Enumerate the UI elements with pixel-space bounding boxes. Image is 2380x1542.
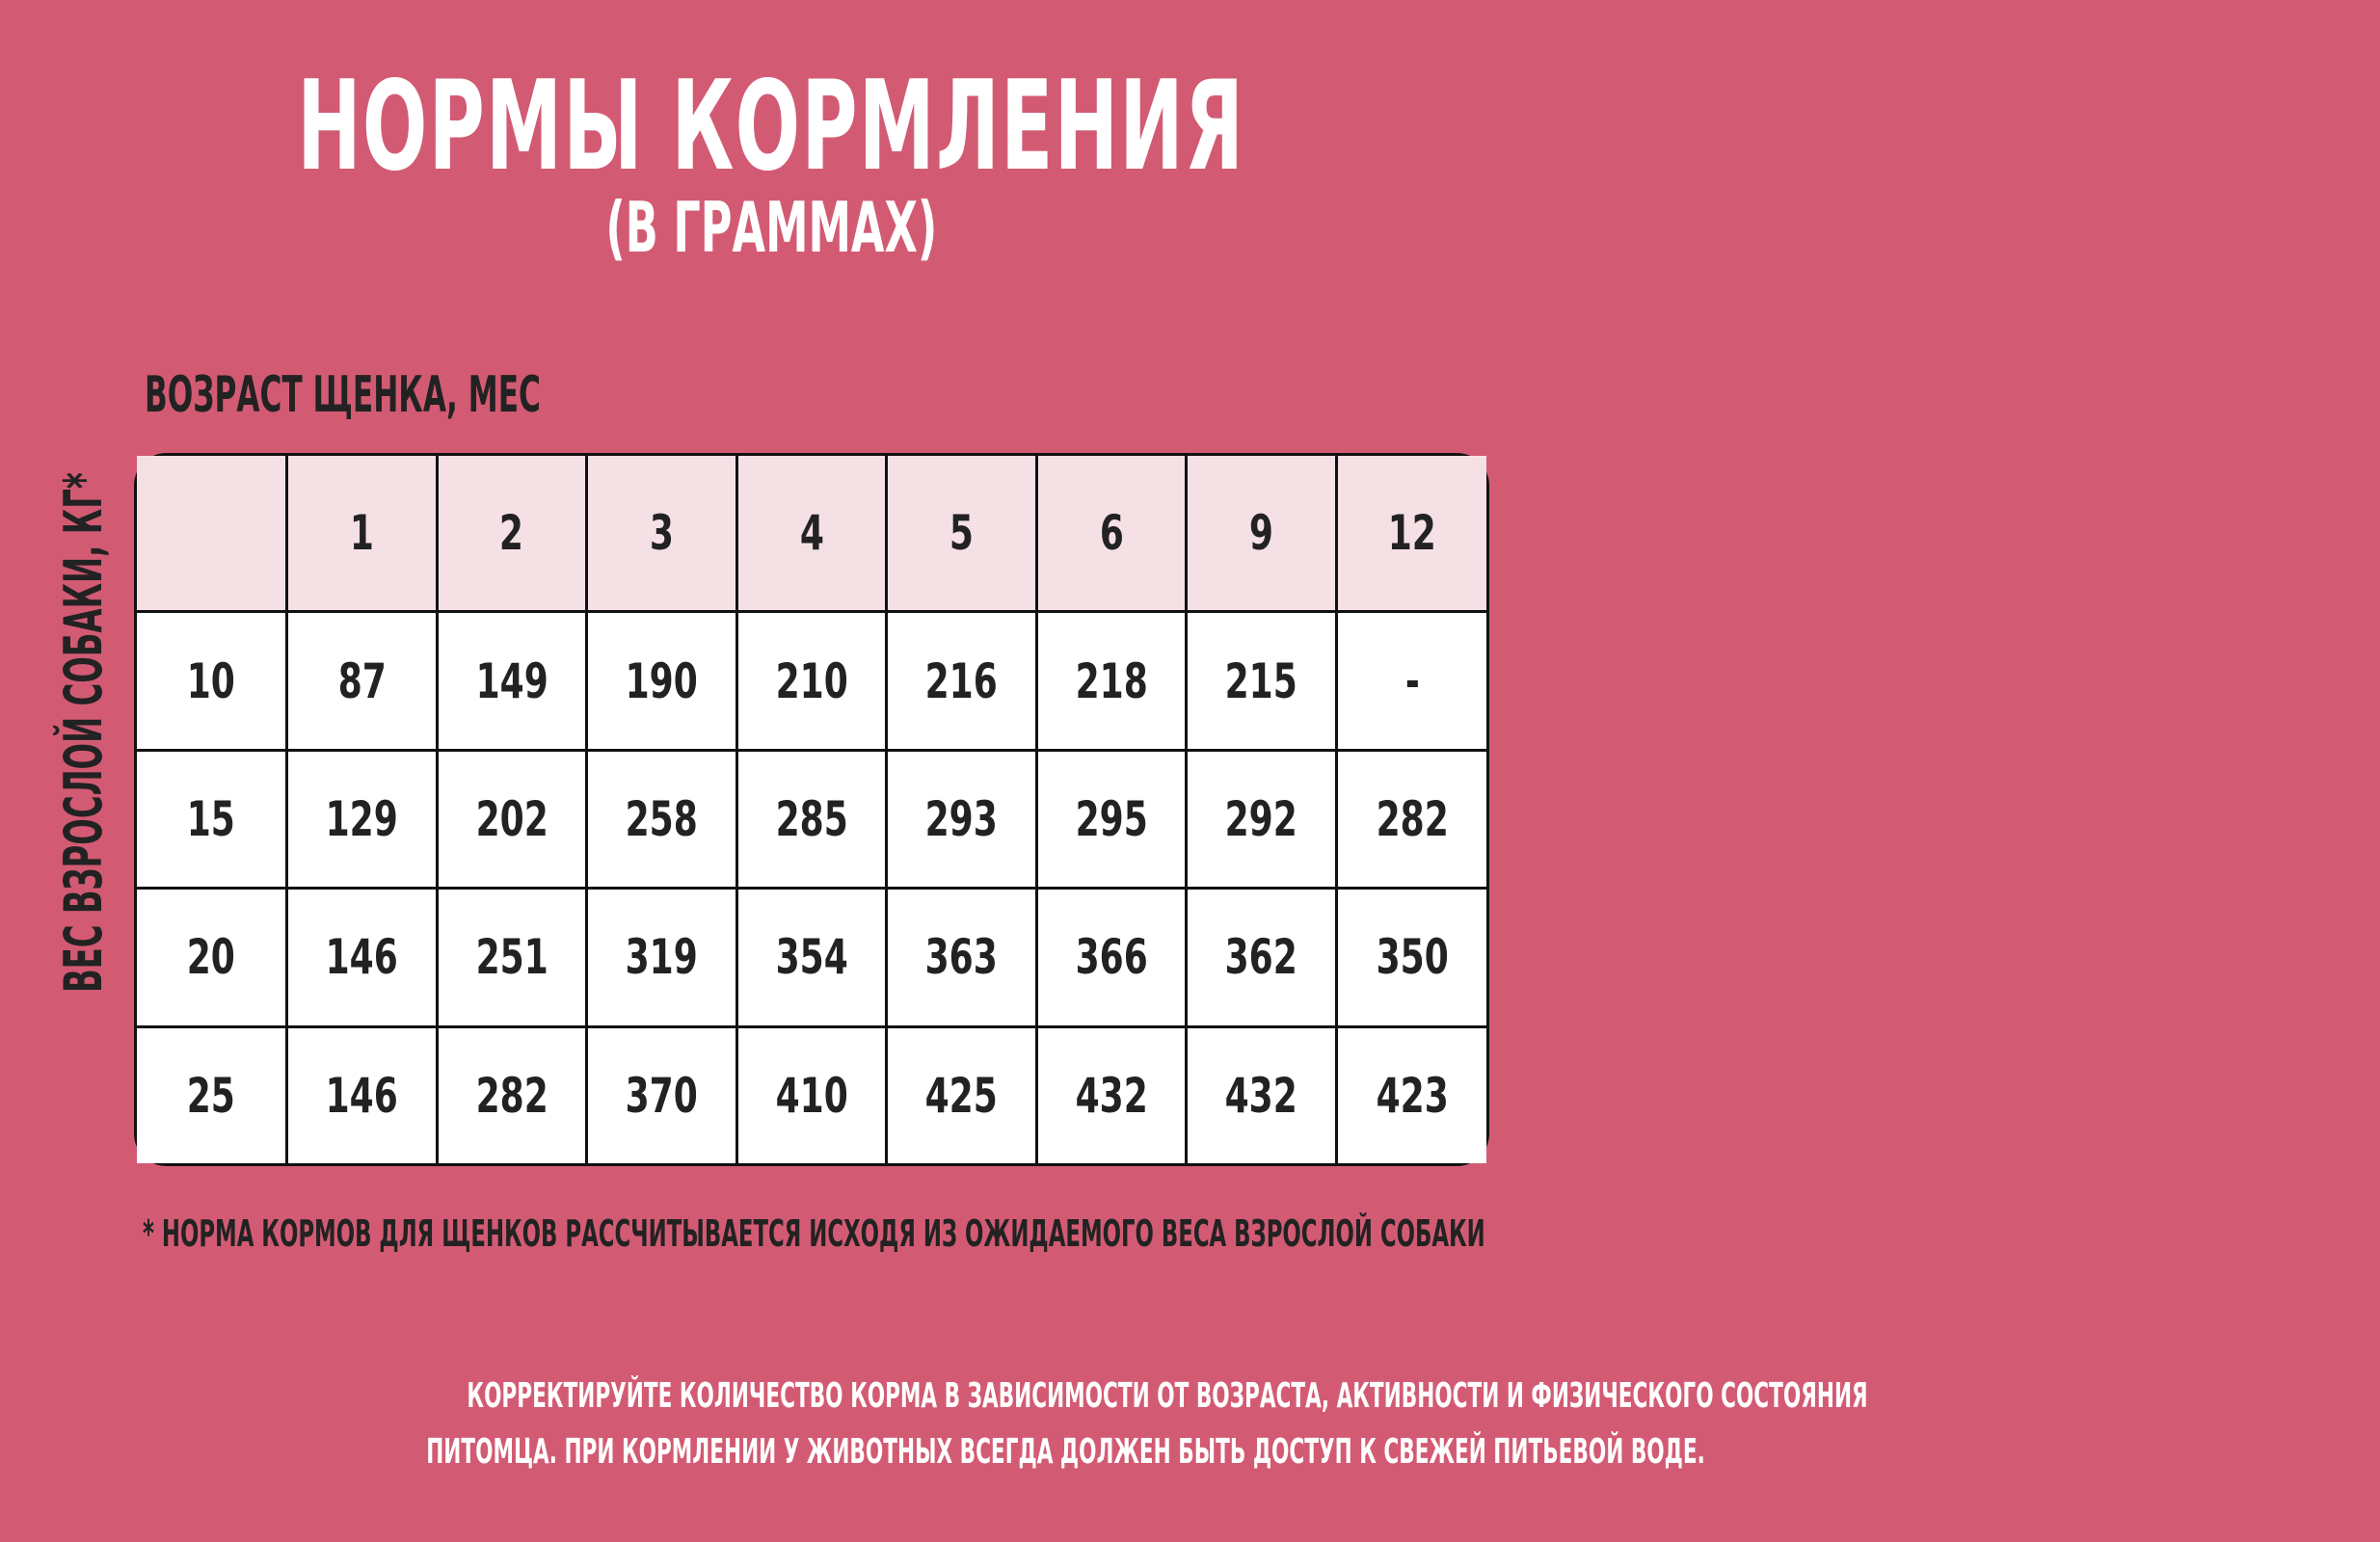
feeding-table-grid [137,456,1486,1163]
age-header-cell [137,456,287,612]
cell-text: 295 [1075,791,1148,848]
cell-text: 410 [775,1067,848,1124]
row-axis-label-text: ВЕС ВЗРОСЛОЙ СОБАКИ, КГ* [53,472,114,994]
cell-text: 285 [775,791,848,848]
feeding-table [134,453,1489,1166]
feeding-table-body [137,456,1486,1163]
feeding-note-line [0,1369,1868,1424]
amount-cell [587,1026,737,1163]
cell-text: 129 [325,791,398,848]
cell-text: 362 [1225,929,1298,986]
cell-text: 210 [775,652,848,709]
amount-cell [887,889,1037,1026]
amount-cell [1336,612,1486,750]
cell-text: - [1404,652,1420,709]
amount-cell [887,1026,1037,1163]
amount-cell [736,750,887,888]
cell-text: 1 [349,505,374,562]
footnote [143,1205,1531,1263]
cell-text: 216 [924,652,999,709]
age-header-cell [736,456,887,612]
age-header-cell [1187,456,1337,612]
amount-cell [1336,750,1486,888]
amount-cell [1036,889,1187,1026]
cell-text: 5 [949,505,975,562]
age-header-cell [887,456,1037,612]
cell-text: 354 [775,929,848,986]
cell-text: 251 [475,929,548,986]
age-header-cell [437,456,587,612]
weight-cell [137,750,287,888]
weight-cell [137,612,287,750]
amount-cell [1336,889,1486,1026]
cell-text: 432 [1075,1067,1148,1124]
amount-cell [587,889,737,1026]
page-subtitle-text: (В ГРАММАХ) [605,187,937,268]
cell-text: 258 [625,791,698,848]
cell-text: 4 [799,505,824,562]
cell-text: 292 [1225,791,1298,848]
amount-cell [736,889,887,1026]
amount-cell [1036,750,1187,888]
column-axis-label [145,366,805,424]
cell-text: 350 [1376,929,1449,986]
table-row [137,612,1486,750]
cell-text: 87 [337,652,387,709]
weight-cell [137,889,287,1026]
amount-cell [1036,612,1187,750]
page-title [0,55,1542,199]
amount-cell [1187,889,1337,1026]
cell-text: 366 [1075,929,1148,986]
cell-text: 432 [1225,1067,1298,1124]
cell-text: 425 [924,1067,999,1124]
amount-cell [1187,750,1337,888]
feeding-note-line2: ПИТОМЦА. ПРИ КОРМЛЕНИИ У ЖИВОТНЫХ ВСЕГДА ДОЛЖЕН БЫТЬ ДОСТУП К СВЕЖЕЙ ПИТЬЕВОЙ ВОДЕ. [426,1432,1705,1472]
table-row [137,750,1486,888]
cell-text: 218 [1075,652,1148,709]
cell-text: 15 [186,791,236,848]
feeding-note [0,1369,1868,1480]
cell-text: 2 [499,505,524,562]
amount-cell [1036,1026,1187,1163]
amount-cell [887,612,1037,750]
table-header-row [137,456,1486,612]
cell-text: 146 [325,1067,398,1124]
cell-text: 6 [1099,505,1124,562]
cell-text: 423 [1376,1067,1449,1124]
cell-text: 146 [325,929,398,986]
cell-text: 282 [1376,791,1449,848]
cell-text: 9 [1249,505,1274,562]
amount-cell [287,889,438,1026]
age-header-cell [1036,456,1187,612]
amount-cell [287,750,438,888]
cell-text: 319 [625,929,698,986]
cell-text: 20 [186,929,236,986]
column-axis-label-text: ВОЗРАСТ ЩЕНКА, МЕС [145,366,541,424]
footnote-text: * НОРМА КОРМОВ ДЛЯ ЩЕНКОВ РАССЧИТЫВАЕТСЯ ИСХОДЯ ИЗ ОЖИДАЕМОГО ВЕСА ВЗРОСЛОЙ СОБАКИ [143,1212,1485,1255]
cell-text: 370 [625,1067,698,1124]
cell-text: 149 [475,652,548,709]
cell-text: 12 [1387,505,1436,562]
cell-text: 190 [625,652,698,709]
cell-text: 202 [475,791,548,848]
cell-text: 25 [186,1067,236,1124]
amount-cell [437,750,587,888]
amount-cell [287,612,438,750]
amount-cell [736,1026,887,1163]
table-row [137,1026,1486,1163]
amount-cell [1336,1026,1486,1163]
cell-text: 282 [475,1067,548,1124]
amount-cell [437,889,587,1026]
cell-text: 10 [186,652,236,709]
page-subtitle [0,189,1542,266]
cell-text: 363 [924,929,999,986]
table-row [137,889,1486,1026]
amount-cell [287,1026,438,1163]
cell-text: 215 [1225,652,1298,709]
amount-cell [736,612,887,750]
row-axis-label [50,472,118,1166]
amount-cell [1187,1026,1337,1163]
age-header-cell [1336,456,1486,612]
amount-cell [437,1026,587,1163]
amount-cell [437,612,587,750]
amount-cell [587,750,737,888]
feeding-note-line1: КОРРЕКТИРУЙТЕ КОЛИЧЕСТВО КОРМА В ЗАВИСИМОСТИ ОТ ВОЗРАСТА, АКТИВНОСТИ И ФИЗИЧЕСКОГО СОСТОЯНИЯ [467,1376,1868,1416]
age-header-cell [287,456,438,612]
weight-cell [137,1026,287,1163]
cell-text: 3 [649,505,674,562]
amount-cell [587,612,737,750]
age-header-cell [587,456,737,612]
amount-cell [1187,612,1337,750]
page-title-text: НОРМЫ КОРМЛЕНИЯ [297,55,1245,199]
cell-text: 293 [924,791,999,848]
feeding-note-line [0,1424,1705,1480]
amount-cell [887,750,1037,888]
